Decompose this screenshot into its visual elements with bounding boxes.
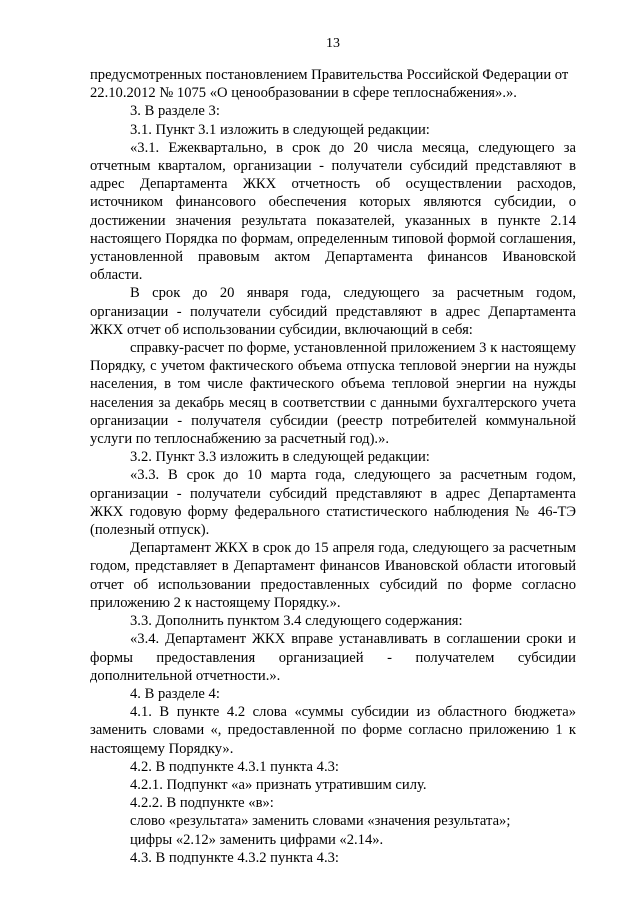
section-heading: 3. В разделе 3:: [130, 103, 220, 120]
paragraph: 4.2.2. В подпункте «в»:: [130, 795, 274, 812]
paragraph: 3.3. Дополнить пунктом 3.4 следующего содержания:: [130, 613, 463, 630]
paragraph: Департамент ЖКХ в срок до 15 апреля года, следующего за расчетным годом, представляет в Департамент финансов Ивановской области итоговый отчет об использовании предоставленных субсидий по форме согласно приложению 2 к настоящему Порядку.».: [90, 540, 576, 611]
paragraph: 3.1. Пункт 3.1 изложить в следующей редакции:: [130, 121, 430, 138]
page-number: 13: [326, 36, 340, 51]
paragraph: цифры «2.12» заменить цифрами «2.14».: [130, 831, 384, 848]
section-heading: 4. В разделе 4:: [130, 685, 220, 702]
paragraph: 4.2.1. Подпункт «а» признать утратившим силу.: [130, 776, 427, 793]
paragraph: «3.3. В срок до 10 марта года, следующего за расчетным годом, организации - получатели субсидий представляют в адрес Департамента ЖКХ годовую форму федерального статистического наблюдения № 46-ТЭ (полезный отпуск).: [90, 467, 576, 539]
document-body: [90, 66, 576, 867]
paragraph: 3.2. Пункт 3.3 изложить в следующей редакции:: [130, 449, 430, 466]
paragraph: «3.4. Департамент ЖКХ вправе устанавливать в соглашении сроки и формы предоставления организацией - получателем субсидии дополнительной отчетности.».: [90, 631, 576, 684]
paragraph: слово «результата» заменить словами «значения результата»;: [130, 813, 511, 830]
paragraph: 4.1. В пункте 4.2 слова «суммы субсидии из областного бюджета» заменить словами «, предоставленной по форме согласно приложению 1 к настоящему Порядку».: [90, 704, 576, 757]
paragraph: справку-расчет по форме, установленной приложением 3 к настоящему Порядку, с учетом фактического объема отпуска тепловой энергии на нужды населения, в том числе фактического объема тепловой энергии на нужды населения за декабрь месяц в соответствии с данными бухгалтерского учета организации - получателя субсидии (реестр потребителей коммунальной услуги по теплоснабжению за расчетный год).».: [90, 340, 576, 448]
paragraph: предусмотренных постановлением Правительства Российской Федерации от 22.10.2012 № 1075 «О ценообразовании в сфере теплоснабжения».».: [90, 67, 569, 102]
paragraph: «3.1. Ежеквартально, в срок до 20 числа месяца, следующего за отчетным кварталом, организации - получатели субсидий представляют в адрес Департамента ЖКХ отчетность об осуществлении расходов, источником финансового обеспечения которых являются субсидии, о достижении значения результата показателей, указанных в пункте 2.14 настоящего Порядка по формам, определенным типовой формой соглашения, установленной правовым актом Департамента финансов Ивановской области.: [90, 139, 576, 284]
paragraph: 4.3. В подпункте 4.3.2 пункта 4.3:: [130, 849, 339, 866]
paragraph: В срок до 20 января года, следующего за расчетным годом, организации - получатели субсидий представляют в адрес Департамента ЖКХ отчет об использовании субсидии, включающий в себя:: [90, 285, 576, 338]
paragraph: 4.2. В подпункте 4.3.1 пункта 4.3:: [130, 758, 339, 775]
